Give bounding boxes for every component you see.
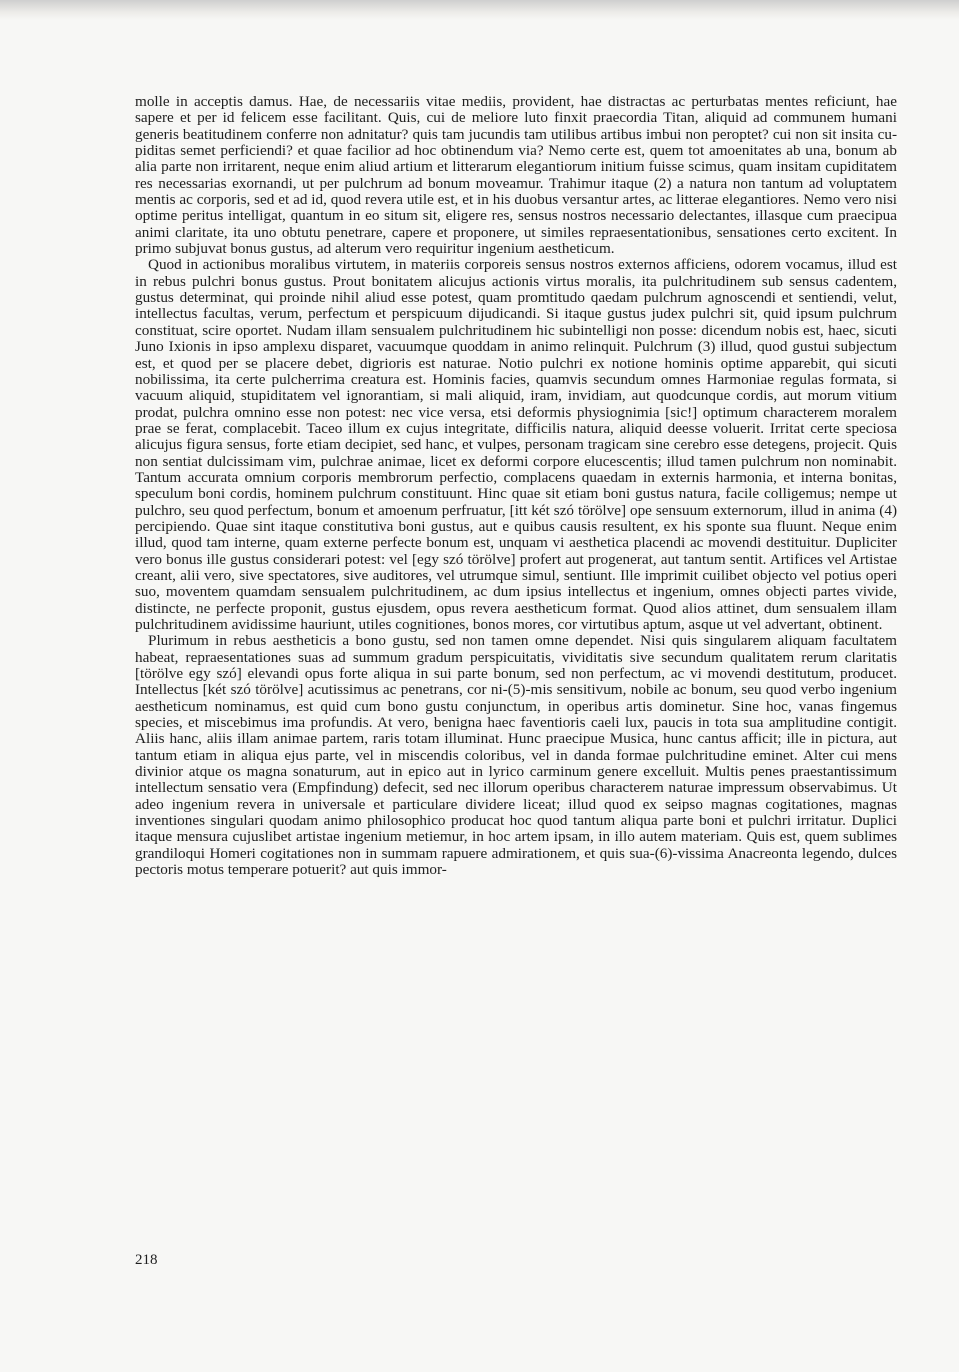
paragraph-3: Plurimum in rebus aestheticis a bono gustu, sed non tamen omne dependet. Nisi quis singularem aliquam facultatem habeat, repraesentationes suas ad summum gradum perspicuitatis, vividitatis sive secundum qualitatem rerum claritatis [törölve egy szó] elevandi opus forte aliqua in sui parte bonum, sed non perfectum, ac vi movendi destitutum, producet. Intellectus [két szó törölve] acutissimus ac penetrans, cor ni-(5)-mis sensitivum, nobile ac bonum, seu quod verbo ingenium aestheticum nominamus, est quid cum bono gustu conjunctum, in operibus artis dominetur. Sine hoc, vanas fingemus species, et miscebimus ima profundis. At vero, benigna haec faventioris caeli lux, paucis in tota sua amplitudine contigit. Aliis hanc, aliis illam animae partem, raris totam illuminat. Hunc praecipue Musica, hunc cantus afficit; ille in pictura, aut tantum etiam in aliqua ejus parte, vel in miscendis coloribus, vel in danda formae pulchritudine eminet. Alter cui mens divinior atque os magna sonaturum, aut in epico aut in lyrico carminum genere excelluit. Multis penes praestantissimum intellectum sensatio vera (Empfindung) defecit, sed nec illorum operibus characterem naturae impressum observabimus. Ut adeo ingenium revera in universale et particulare dividere liceat; illud quod ex seipso magnas cogitationes, magnas inventiones singulari quodam animo philosophico producat hoc quod tantum aliqua parte boni et pulchri irritatur. Duplici itaque mensura cujuslibet artistae ingenium metiemur, in hoc artem ipsam, in illo autem materiam. Quis est, quem sublimes grandiloqui Homeri cogitationes non in summam rapuere admirationem, et quis sua-(6)-vissima Anacreonta legendo, dulces pectoris motus temperare potuerit? aut quis immor- <box>135 632 897 879</box>
text-block <box>135 94 897 879</box>
scan-edge <box>0 0 959 20</box>
paragraph-1: molle in acceptis damus. Hae, de necessariis vitae mediis, provident, hae distractas ac perturbatas mentes reficiunt, hae sapere et per id felicem esse facilitant. Quis, cui de meliore luto finxit praecordia Titan, aliquid ad communem humani generis beatitudinem conferre non adnitatur? quis tam jucundis tam utilibus artibus imbui non peroptet? cui non sit insita cupiditas semet perficiendi? et quae facilior ad hoc obtinendum via? Nemo certe est, quem tot amoenitates ab una, bonum ab alia parte non irritarent, neque enim aliud artium et litterarum elegantiorum initium fuisse scimus, quam insitam cupiditatem res necessarias exornandi, ut per pulchrum ad bonum moveamur. Trahimur itaque (2) a natura non tantum ad voluptatem mentis ac corporis, sed et ad id, quod revera utile est, et in his duobus versantur artes, ac litterae elegantiores. Nemo vero nisi optime peritus intelligat, quantum in eo situm sit, eligere res, sensus nostros necessario delectantes, illasque cum praecipua animi claritate, ita uno obtutu penetrare, capere et proponere, ut similes repraesentationibus, sensationes certo excitent. In primo subjuvat bonus gustus, ad alterum vero requiritur ingenium aestheticum. <box>135 93 897 258</box>
page-number: 218 <box>135 1252 158 1268</box>
paragraph-2: Quod in actionibus moralibus virtutem, in materiis corporeis sensus nostros externos afficiens, odorem vocamus, illud est in rebus pulchri bonus gustus. Prout bonitatem alicujus actionis virtus moralis, ita pulchritudinem sub sensus cadentem, gustus determinat, qui proinde nihil aliud esse potest, quam promtitudo qaedam pulchrum agnoscendi et sentiendi, velut, intellectus facultas, verum, perfectum et perspicuum dijudicandi. Si itaque gustus judex pulchri sit, quid ipsum pulchrum constituat, scire oportet. Nudam illam sensualem pulchritudinem hic subintelligi non posse: dicendum nobis est, haec, sicuti Juno Ixionis in ipso amplexu disparet, vacuumque quoddam in animo relinquit. Pulchrum (3) illud, quod gustui subjectum est, et quod per se placere debet, digrioris est naturae. Notio pulchri ex notione hominis optime apparebit, qui sicuti nobilissima, ita certe pulcherrima creatura est. Hominis facies, quamvis secundum omnes Harmoniae regulas formata, si vacuum aliquid, stupiditatem vel ignorantiam, si mali aliquid, iram, invidiam, aut quodcunque cordis, aut morum vitium prodat, pulchra omnino esse non potest: nec vice versa, etsi deformis physiognimia [sic!] optimum characterem moralem prae se ferat, complacebit. Taceo illum ex cujus integritate, difficilis natura, aliquid deesse voluerit. Irritat certe speciosa alicujus figura sensus, forte etiam decipiet, sed hanc, et vulpes, personam tragicam sine cerebro esse detegens, projecit. Quis non sentiat dulcissimam vim, pulchrae animae, licet ex deformi corpore elucescentis; illud tamen pulchrum non nominabit. Tantum accurata omnium corporis membrorum perfectio, complacens quaedam in externis harmonia, et interna bonitas, speculum boni cordis, hominem pulchrum constituunt. Hinc quae sit etiam boni gustus natura, facile colligemus; nempe ut pulchro, seu quod perfectum, bonum et amoenum perfruatur, [itt két szó törölve] ope sensuum externorum, illud in anima (4) percipiendo. Quae sint itaque constitutiva boni gustus, aut e quibus causis resultent, ex his sponte sua fluunt. Neque enim illud, quod tam interne, quam externe perfecte bonum est, unquam vi aesthetica placendi ac movendi destituitur. Dupliciter vero bonus ille gustus considerari potest: vel [egy szó törölve] profert aut progenerat, aut tantum sentit. Artifices vel Artistae creant, alii vero, sive spectatores, sive auditores, vel utrumque simul, sentiunt. Ille imprimit cuilibet objecto vel potius operi suo, moventem quamdam sensualem pulchritudinem, ac dum ipsius intellectus et ingenium, omnes objecti partes vivide, distincte, ne perfecte proponit, gustus ejusdem, opus revera aestheticum format. Quod alios attinet, dum sensualem illam pulchritudinem avidissime hauriunt, utiles cognitiones, bonos mores, cor virtutibus aptum, asque ut vel advertant, obtinent. <box>135 256 897 633</box>
page-body <box>135 94 897 879</box>
